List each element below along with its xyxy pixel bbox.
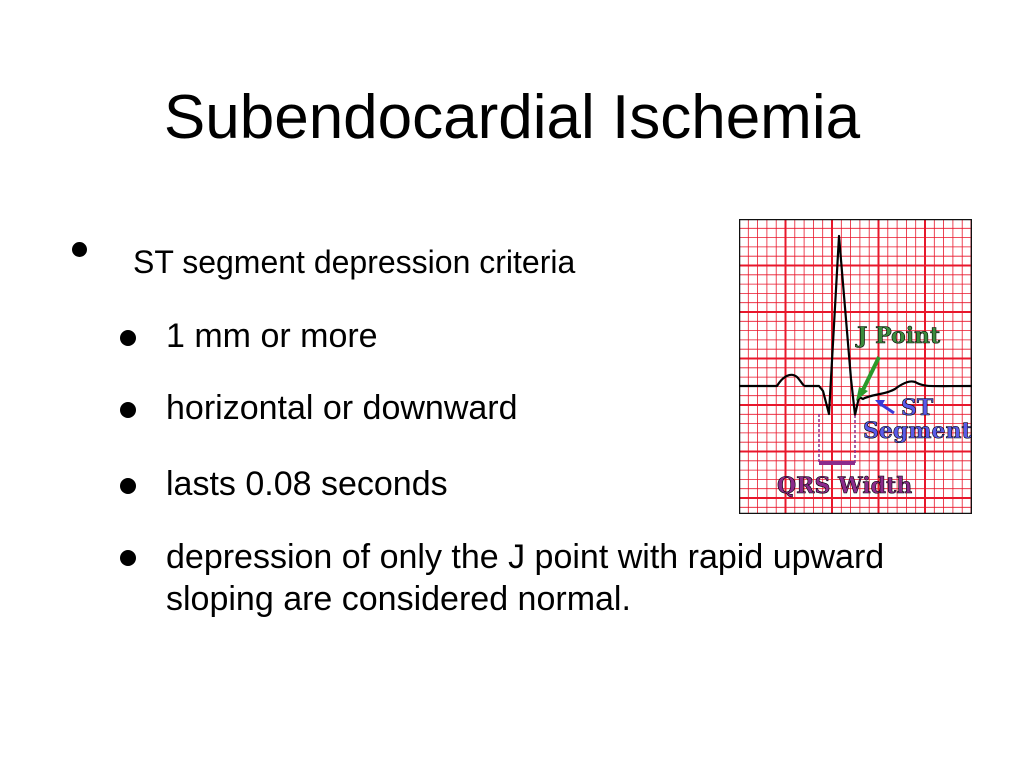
ecg-svg: [739, 219, 972, 514]
sub-bullet-text: depression of only the J point with rapid upward sloping are considered normal.: [166, 538, 885, 618]
sub-bullet-text: horizontal or downward: [166, 389, 518, 427]
j-point-label: J Point: [857, 323, 941, 349]
bullet-dot-icon: [120, 402, 136, 418]
qrs-width-label: QRS Width: [777, 473, 913, 499]
bullet-dot-icon: [120, 550, 136, 566]
ecg-diagram: [739, 219, 972, 514]
bullet-dot-icon: [120, 478, 136, 494]
sub-bullet-text: lasts 0.08 seconds: [166, 465, 448, 503]
bullet-dot-icon: [72, 242, 87, 257]
bullet-dot-icon: [120, 330, 136, 346]
slide-title: Subendocardial Ischemia: [163, 83, 861, 152]
st-label: ST: [901, 395, 934, 421]
sub-bullet-text: 1 mm or more: [166, 317, 378, 355]
main-bullet-text: ST segment depression criteria: [133, 244, 576, 280]
segment-label: Segment: [863, 418, 972, 444]
